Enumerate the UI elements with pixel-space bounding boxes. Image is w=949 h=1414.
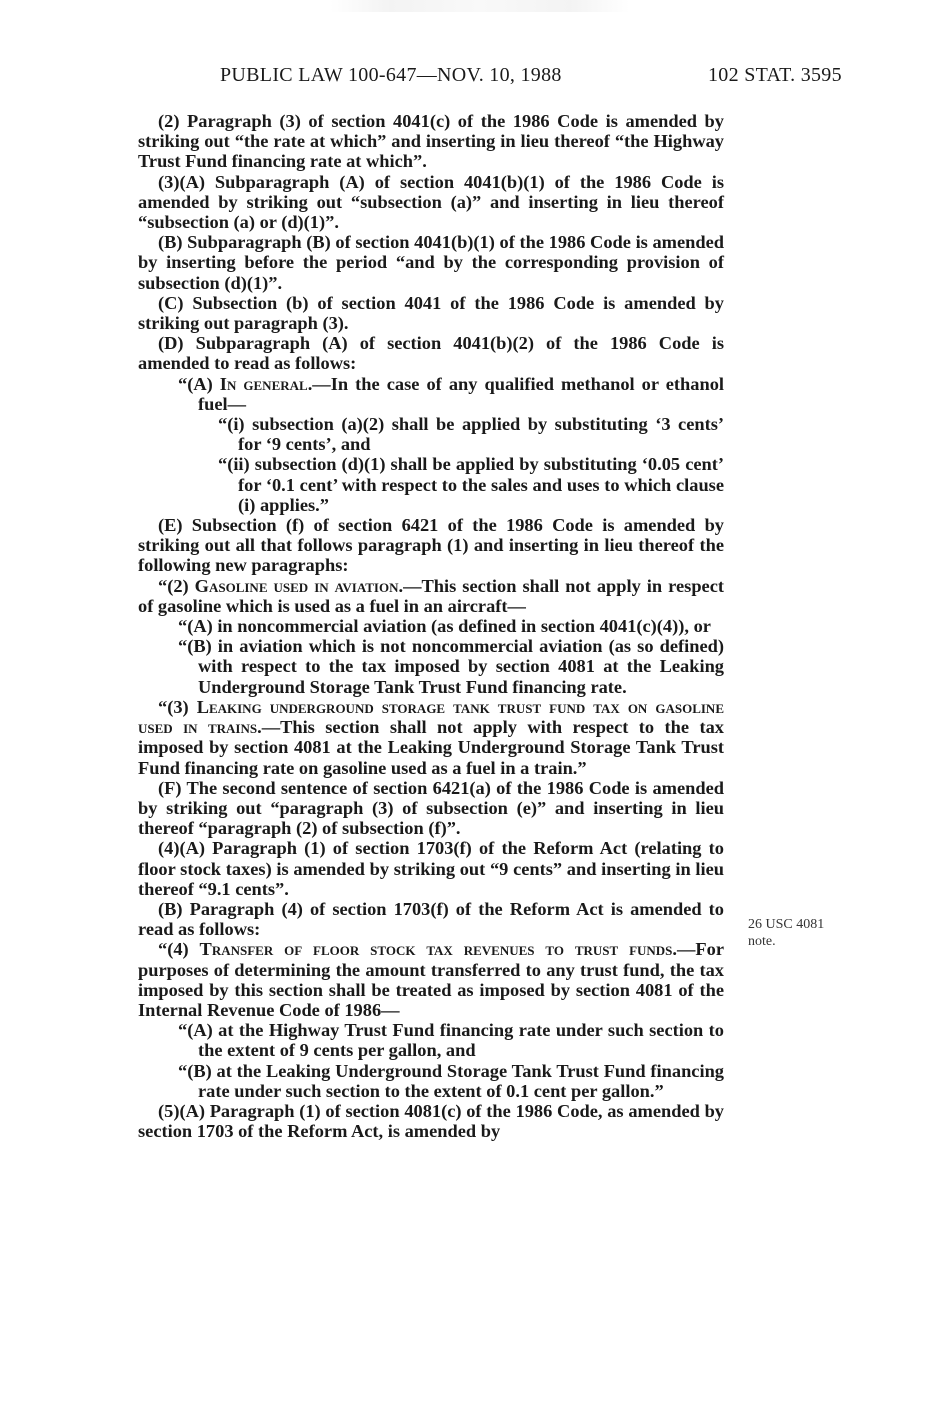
paragraph-text: In the case of any qualified methanol or ethanol fuel— [198, 373, 725, 414]
quote-prefix: “(4) [158, 939, 200, 960]
quoted-subparagraph: “(A) at the Highway Trust Fund financing rate under such section to the extent of 9 cents per gallon, and [178, 1020, 724, 1061]
paragraph-heading: In general. [219, 373, 313, 394]
header-citation: PUBLIC LAW 100-647—NOV. 10, 1988 [220, 64, 562, 86]
quote-prefix: “(2) [158, 575, 195, 596]
quoted-paragraph [138, 374, 724, 414]
quoted-paragraph [138, 576, 724, 616]
heading-dash: — [677, 939, 696, 960]
paragraph-text: This section shall not apply with respect to the tax imposed by section 4081 at the Leaking Underground Storage Tank Trust Fund financing rate on gasoline used as a fuel in a train.” [138, 717, 724, 778]
heading-dash: — [312, 373, 331, 394]
quoted-paragraph [138, 697, 724, 778]
paragraph-heading: Gasoline used in aviation. [194, 575, 404, 596]
paragraph: (F) The second sentence of section 6421(a) of the 1986 Code is amended by striking out “paragraph (3) of subsection (e)” and inserting in lieu thereof “paragraph (2) of subsection (f)”. [138, 777, 724, 839]
paragraph: (E) Subsection (f) of section 6421 of the 1986 Code is amended by striking out all that follows paragraph (1) and inserting in lieu thereof the following new paragraphs: [138, 515, 724, 576]
quoted-subparagraph: “(B) in aviation which is not noncommercial aviation (as so defined) with respect to the tax imposed by section 4081 at the Leaking Underground Storage Tank Trust Fund financing rate. [178, 636, 724, 697]
quoted-subparagraph: “(B) at the Leaking Underground Storage Tank Trust Fund financing rate under such section to the extent of 0.1 cent per gallon.” [178, 1060, 724, 1101]
paragraph-text: This section shall not apply in respect of gasoline which is used as a fuel in an aircraft— [138, 575, 724, 616]
quote-prefix: “(3) [158, 696, 197, 717]
paragraph: (B) Subparagraph (B) of section 4041(b)(1) of the 1986 Code is amended by inserting before the period “and by the corresponding provision of subsection (d)(1)”. [138, 232, 724, 293]
quote-prefix: “(A) [178, 373, 220, 394]
quoted-paragraph [138, 939, 724, 1020]
margin-note-label: note. [748, 934, 776, 949]
paragraph: (4)(A) Paragraph (1) of section 1703(f) of the Reform Act (relating to floor stock taxes) is amended by striking out “9 cents” and inserting in lieu thereof “9.1 cents”. [138, 838, 724, 899]
paragraph-text: For purposes of determining the amount transferred to any trust fund, the tax imposed by this section shall be treated as imposed by section 4081 of the Internal Revenue Code of 1986— [138, 939, 724, 1020]
paragraph-heading: Transfer of floor stock tax revenues to trust funds. [199, 939, 678, 960]
paragraph: (C) Subsection (b) of section 4041 of the 1986 Code is amended by striking out paragraph (3). [138, 292, 724, 334]
quoted-clause: “(i) subsection (a)(2) shall be applied by substituting ‘3 cents’ for ‘9 cents’, and [218, 414, 724, 455]
quoted-subparagraph: “(A) in noncommercial aviation (as defined in section 4041(c)(4)), or [178, 616, 711, 637]
heading-dash: — [261, 717, 281, 738]
scan-artifact [330, 0, 630, 12]
page-header [0, 64, 949, 88]
paragraph: (2) Paragraph (3) of section 4041(c) of the 1986 Code is amended by striking out “the rate at which” and inserting in lieu thereof “the Highway Trust Fund financing rate at which”. [138, 111, 724, 172]
paragraph: (D) Subparagraph (A) of section 4041(b)(2) of the 1986 Code is amended to read as follows: [138, 333, 724, 374]
header-page-number: 102 STAT. 3595 [708, 64, 842, 86]
paragraph: (B) Paragraph (4) of section 1703(f) of the Reform Act is amended to read as follows: [138, 898, 724, 940]
paragraph-heading: Leaking underground storage tank trust fund tax on gasoline used in trains. [138, 696, 724, 738]
paragraph: (3)(A) Subparagraph (A) of section 4041(b)(1) of the 1986 Code is amended by striking out “subsection (a)” and inserting in lieu thereof “subsection (a) or (d)(1)”. [138, 171, 724, 233]
paragraph: (5)(A) Paragraph (1) of section 4081(c) of the 1986 Code, as amended by section 1703 of the Reform Act, is amended by [138, 1100, 724, 1142]
margin-note-citation: 26 USC 4081 [748, 917, 825, 932]
margin-note [748, 916, 824, 950]
heading-dash: — [403, 575, 422, 596]
quoted-clause: “(ii) subsection (d)(1) shall be applied by substituting ‘0.05 cent’ for ‘0.1 cent’ with respect to the sales and uses to which clause (i) applies.” [218, 454, 724, 515]
document-body [138, 111, 724, 1141]
